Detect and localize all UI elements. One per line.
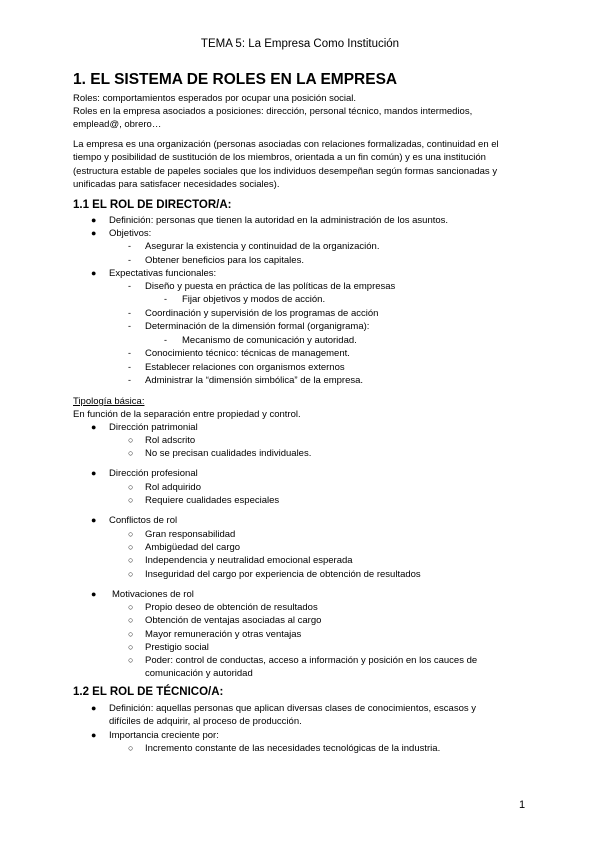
list-item: Fijar objetivos y modos de acción. <box>182 294 326 305</box>
circle-bullet-icon: ○ <box>128 743 134 753</box>
bullet-icon: ● <box>91 268 97 278</box>
bullet-icon: ● <box>91 215 97 225</box>
circle-bullet-icon: ○ <box>128 435 134 445</box>
dash-icon: - <box>128 255 131 265</box>
list-item: Establecer relaciones con organismos externos <box>145 362 345 373</box>
tecnico-heading: 1.2 EL ROL DE TÉCNICO/A: <box>73 686 224 698</box>
page-number: 1 <box>519 799 526 811</box>
dash-icon: - <box>128 281 131 291</box>
circle-bullet-icon: ○ <box>128 655 134 665</box>
bullet-icon: ● <box>91 703 97 713</box>
list-item: Rol adquirido <box>145 482 201 493</box>
conflictos-label: Conflictos de rol <box>109 515 178 526</box>
tecnico-definition: Definición: aquellas personas que aplican diversas clases de conocimientos, escasos y difíciles de adquirir, al proceso de producción. <box>109 703 477 728</box>
list-item: Rol adscrito <box>145 435 196 446</box>
circle-bullet-icon: ○ <box>128 495 134 505</box>
dash-icon: - <box>128 241 131 251</box>
dash-icon: - <box>164 335 167 345</box>
list-item: Diseño y puesta en práctica de las políticas de la empresas <box>145 281 396 292</box>
circle-bullet-icon: ○ <box>128 482 134 492</box>
bullet-icon: ● <box>91 589 97 599</box>
circle-bullet-icon: ○ <box>128 615 134 625</box>
list-item: Conocimiento técnico: técnicas de management. <box>145 348 350 359</box>
dash-icon: - <box>164 294 167 304</box>
list-item: Coordinación y supervisión de los programas de acción <box>145 308 379 319</box>
list-item: Gran responsabilidad <box>145 529 236 540</box>
list-item: Requiere cualidades especiales <box>145 495 280 506</box>
circle-bullet-icon: ○ <box>128 629 134 639</box>
patrimonial-label: Dirección patrimonial <box>109 422 198 433</box>
list-item: Asegurar la existencia y continuidad de la organización. <box>145 241 380 252</box>
bullet-icon: ● <box>91 730 97 740</box>
bullet-icon: ● <box>91 468 97 478</box>
list-item: Inseguridad del cargo por experiencia de obtención de resultados <box>145 569 421 580</box>
document-header: TEMA 5: La Empresa Como Institución <box>200 38 400 50</box>
list-item: Administrar la “dimensión simbólica” de la empresa. <box>145 375 364 386</box>
circle-bullet-icon: ○ <box>128 569 134 579</box>
list-item: Mecanismo de comunicación y autoridad. <box>182 335 357 346</box>
roles-definition: Roles: comportamientos esperados por ocupar una posición social. <box>73 93 357 104</box>
circle-bullet-icon: ○ <box>128 642 134 652</box>
list-item: Incremento constante de las necesidades tecnológicas de la industria. <box>145 743 441 754</box>
dash-icon: - <box>128 308 131 318</box>
empresa-paragraph: La empresa es una organización (personas asociadas con relaciones formalizadas, continuidad en el tiempo y posibilidad de sustitución de los miembros, orientada a un fin común) y es una institución (estructura estable de papeles sociales que los individuos desempeñan según formas sancionadas y unificadas para satisfacer necesidades sociales). <box>73 139 499 190</box>
director-heading: 1.1 EL ROL DE DIRECTOR/A: <box>73 199 232 211</box>
list-item: Propio deseo de obtención de resultados <box>145 602 318 613</box>
dash-icon: - <box>128 321 131 331</box>
list-item: Ambigüedad del cargo <box>145 542 241 553</box>
director-definition: Definición: personas que tienen la autoridad en la administración de los asuntos. <box>109 215 449 226</box>
circle-bullet-icon: ○ <box>128 542 134 552</box>
profesional-label: Dirección profesional <box>109 468 198 479</box>
circle-bullet-icon: ○ <box>128 602 134 612</box>
bullet-icon: ● <box>91 422 97 432</box>
circle-bullet-icon: ○ <box>128 529 134 539</box>
list-item: Prestigio social <box>145 642 209 653</box>
list-item: Independencia y neutralidad emocional esperada <box>145 555 353 566</box>
section-title: 1. EL SISTEMA DE ROLES EN LA EMPRESA <box>73 71 398 88</box>
list-item: No se precisan cualidades individuales. <box>145 448 312 459</box>
list-item: Determinación de la dimensión formal (organigrama): <box>145 321 370 332</box>
dash-icon: - <box>128 375 131 385</box>
circle-bullet-icon: ○ <box>128 448 134 458</box>
bullet-icon: ● <box>91 515 97 525</box>
bullet-icon: ● <box>91 228 97 238</box>
expectativas-label: Expectativas funcionales: <box>109 268 217 279</box>
objetivos-label: Objetivos: <box>109 228 152 239</box>
tipologia-heading: Tipología básica: <box>73 396 145 407</box>
list-item: Poder: control de conductas, acceso a información y posición en los cauces de <box>145 655 478 666</box>
dash-icon: - <box>128 348 131 358</box>
circle-bullet-icon: ○ <box>128 555 134 565</box>
roles-empresa-paragraph: Roles en la empresa asociados a posiciones: dirección, personal técnico, mandos intermedios, emplead@, obrero… <box>73 106 473 131</box>
tipologia-intro: En función de la separación entre propiedad y control. <box>73 409 301 420</box>
importancia-label: Importancia creciente por: <box>109 730 219 741</box>
list-item: Mayor remuneración y otras ventajas <box>145 629 302 640</box>
list-item: Obtención de ventajas asociadas al cargo <box>145 615 322 626</box>
list-item: Obtener beneficios para los capitales. <box>145 255 304 266</box>
motivaciones-label: Motivaciones de rol <box>112 589 194 600</box>
list-item-continuation: comunicación y autoridad <box>145 668 253 679</box>
dash-icon: - <box>128 362 131 372</box>
